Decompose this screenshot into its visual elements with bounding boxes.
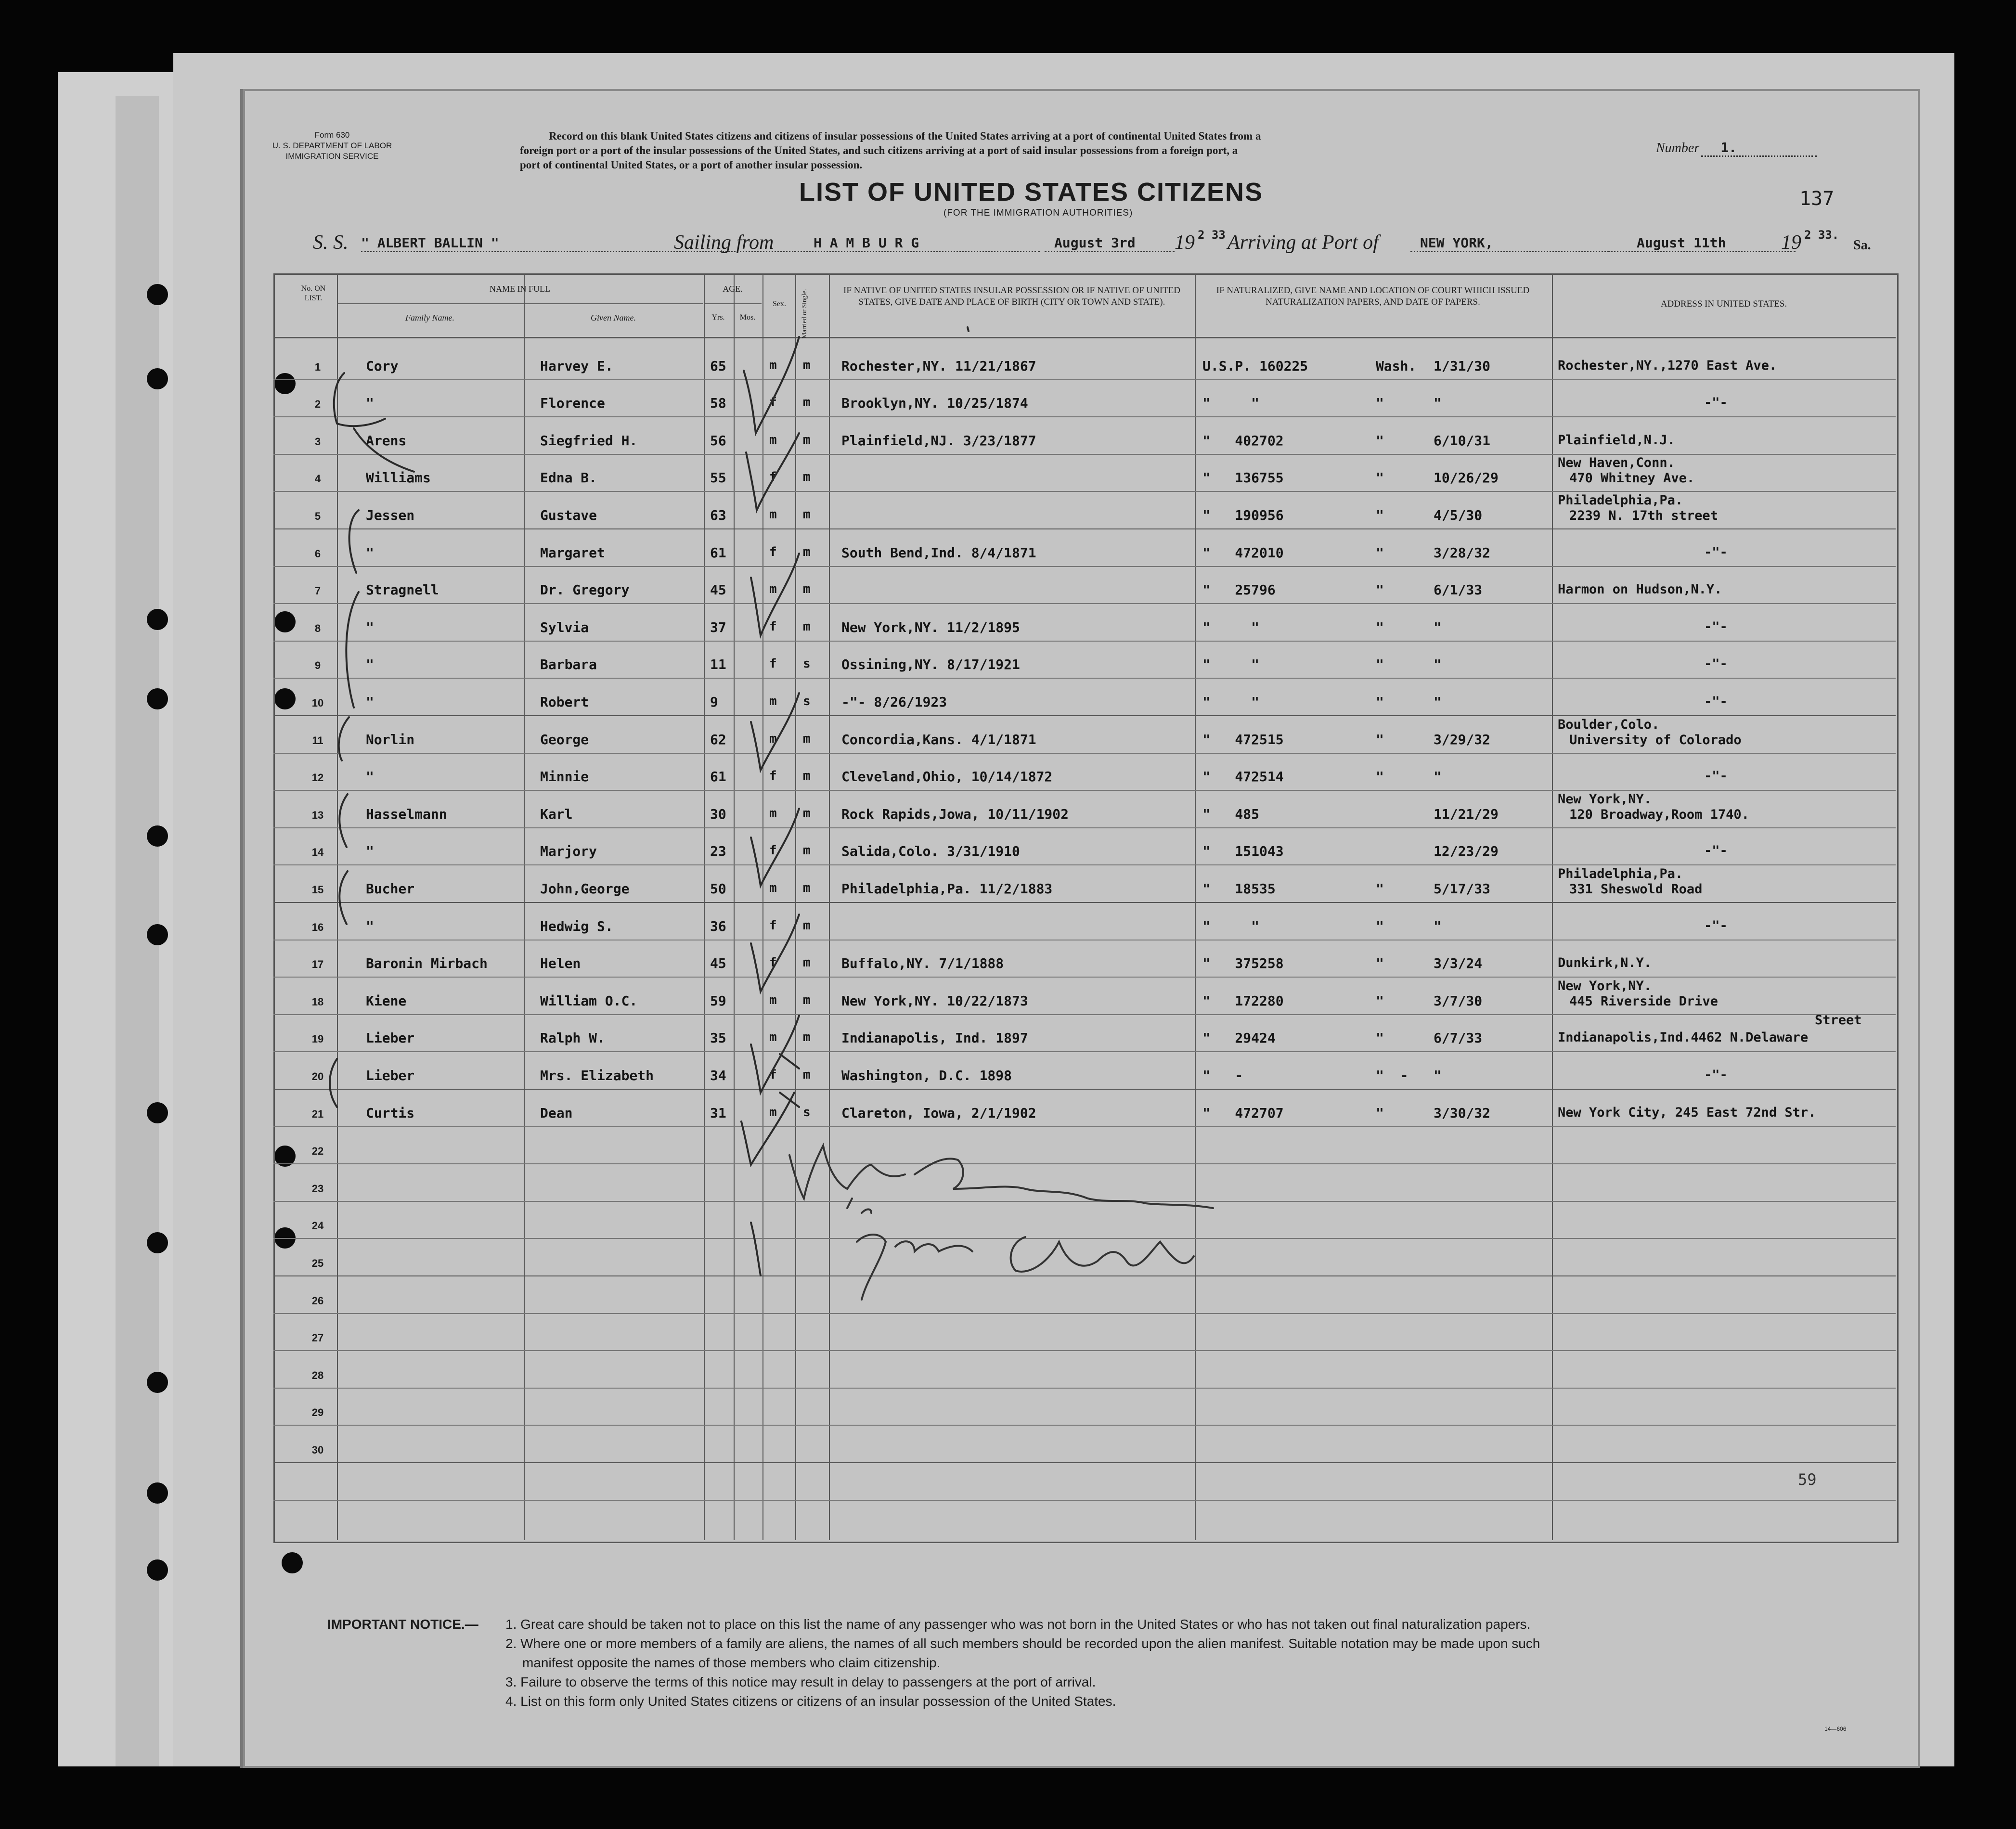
address-line-1: New York City, 245 East 72nd Str.	[1558, 1105, 1816, 1120]
married-or-single: m	[803, 470, 811, 485]
address-line-1: -"-	[1704, 619, 1728, 634]
address-line-2: University of Colorado	[1569, 732, 1742, 747]
sail-year-prefix: 19	[1175, 232, 1195, 254]
birth-place-date: Cleveland,Ohio, 10/14/1872	[841, 769, 1053, 785]
married-or-single: m	[803, 1068, 811, 1082]
birth-place-date: Washington, D.C. 1898	[841, 1068, 1012, 1083]
naturalization-cert: " 375258	[1202, 955, 1284, 972]
naturalization-date: 3/7/30	[1434, 992, 1483, 1009]
row-number: 28	[311, 1369, 324, 1381]
family-name: "	[366, 395, 374, 412]
birth-place-date: South Bend,Ind. 8/4/1871	[841, 544, 1036, 561]
age-years: 35	[710, 1030, 726, 1046]
intro-line-2: foreign port or a port of the insular possessions of the United States, and such citizens arriving at a port of said insular possessions from a foreign port, a	[520, 144, 1238, 156]
naturalization-date: 6/10/31	[1434, 432, 1491, 449]
row-number: 25	[311, 1257, 324, 1269]
row-number: 18	[311, 995, 324, 1008]
print-code: 14—606	[1824, 1726, 1847, 1732]
header-yrs: Yrs.	[711, 313, 725, 322]
sex: f	[769, 657, 777, 671]
naturalization-cert: U.S.P. 160225	[1202, 358, 1308, 374]
naturalization-date: 3/3/24	[1434, 955, 1483, 972]
age-years: 61	[710, 769, 726, 785]
married-or-single: m	[803, 992, 811, 1007]
row-number: 21	[311, 1108, 324, 1120]
row-number: 14	[311, 846, 324, 859]
birth-place-date: New York,NY. 10/22/1873	[841, 992, 1028, 1009]
given-name: Harvey E.	[540, 358, 613, 374]
naturalization-court: "	[1376, 731, 1384, 747]
row-number: 17	[311, 958, 324, 971]
arriving-label: Arriving at Port of	[1228, 232, 1379, 254]
address-line-1: -"-	[1704, 843, 1728, 859]
address-line-2: 445 Riverside Drive	[1569, 993, 1718, 1009]
sailing-label: Sailing from	[674, 232, 774, 254]
row-number: 30	[311, 1444, 324, 1456]
arrival-year-prefix: 19	[1781, 232, 1801, 254]
row-number: 11	[312, 734, 323, 747]
naturalization-court: "	[1376, 1105, 1384, 1121]
naturalization-date: "	[1434, 657, 1442, 673]
married-or-single: m	[803, 731, 811, 746]
married-or-single: s	[803, 1105, 811, 1120]
naturalization-cert: " "	[1202, 619, 1260, 635]
address-line-1: Dunkirk,N.Y.	[1558, 955, 1652, 971]
naturalization-cert: " 472707	[1202, 1105, 1284, 1121]
address-line-1: Harmon on Hudson,N.Y.	[1558, 582, 1722, 597]
sail-year: 2 33	[1198, 228, 1226, 242]
naturalization-cert: " 136755	[1202, 470, 1284, 486]
sex: f	[769, 470, 777, 485]
naturalization-cert: " 25796	[1202, 582, 1276, 598]
naturalization-cert: " 472515	[1202, 731, 1284, 747]
form-number: Form 630	[314, 130, 350, 140]
row-number: 19	[311, 1033, 324, 1045]
address-line-1: -"-	[1704, 1068, 1728, 1082]
given-name: Mrs. Elizabeth	[540, 1068, 654, 1083]
naturalization-date: "	[1434, 769, 1442, 785]
age-years: 55	[710, 470, 726, 486]
naturalization-court: "	[1376, 619, 1384, 635]
notice-item-1: 1. Great care should be taken not to place on this list the name of any passenger who was not born in the United States or who has not taken out final naturalization papers.	[505, 1617, 1531, 1632]
address-line-2: 331 Sheswold Road	[1569, 882, 1703, 897]
naturalization-court: "	[1376, 544, 1384, 561]
naturalization-date: 12/23/29	[1434, 843, 1499, 860]
given-name: George	[540, 731, 589, 747]
row-number: 7	[314, 585, 321, 597]
naturalization-date: 6/7/33	[1434, 1030, 1483, 1046]
notice-item-2-cont: manifest opposite the names of those members who claim citizenship.	[522, 1655, 941, 1670]
header-sex: Sex.	[773, 300, 786, 308]
notice-item-3: 3. Failure to observe the terms of this notice may result in delay to passengers at the port of arrival.	[505, 1674, 1096, 1689]
naturalization-date: 1/31/30	[1434, 358, 1491, 374]
page-subtitle: (FOR THE IMMIGRATION AUTHORITIES)	[943, 208, 1133, 218]
age-years: 36	[710, 918, 726, 934]
given-name: Robert	[540, 694, 589, 710]
family-name: Lieber	[366, 1030, 415, 1046]
married-or-single: m	[803, 843, 811, 858]
age-years: 61	[710, 544, 726, 561]
row-number: 3	[314, 435, 321, 448]
address-line-2: 120 Broadway,Room 1740.	[1569, 807, 1749, 822]
birth-place-date: Brooklyn,NY. 10/25/1874	[841, 395, 1028, 412]
sex: m	[769, 694, 777, 708]
header-mos: Mos.	[739, 313, 756, 322]
given-name: Dr. Gregory	[540, 582, 630, 598]
header-birth: IF NATIVE OF UNITED STATES INSULAR POSSESSION OR IF NATIVE OF UNITED STATES, GIVE DATE AND PLACE OF BIRTH (CITY OR TOWN AND STATE).	[843, 285, 1180, 307]
given-name: Karl	[540, 806, 573, 822]
naturalization-cert: " 190956	[1202, 507, 1284, 523]
naturalization-date: 11/21/29	[1434, 806, 1499, 822]
header-married: Married or Single.	[801, 289, 808, 339]
row-number: 1	[314, 361, 321, 373]
given-name: Barbara	[540, 657, 597, 673]
address-line-1: -"-	[1704, 395, 1728, 411]
intro-line-1: Record on this blank United States citizens and citizens of insular possessions of the United States arriving at a port of continental United States from a	[549, 130, 1261, 142]
family-name: "	[366, 918, 374, 934]
arrival-date: August 11th	[1608, 235, 1796, 252]
header-naturalized: IF NATURALIZED, GIVE NAME AND LOCATION OF COURT WHICH ISSUED NATURALIZATION PAPERS, AND DATE OF PAPERS.	[1216, 285, 1530, 307]
married-or-single: m	[803, 432, 811, 447]
birth-place-date: Ossining,NY. 8/17/1921	[841, 657, 1020, 673]
given-name: Gustave	[540, 507, 597, 523]
naturalization-cert: " 18535	[1202, 881, 1276, 897]
address-line-2: 470 Whitney Ave.	[1569, 471, 1695, 486]
age-years: 11	[710, 657, 726, 673]
row-number: 2	[314, 398, 321, 411]
sex: m	[769, 992, 777, 1007]
sail-date: August 3rd	[1045, 235, 1175, 252]
sex: f	[769, 769, 777, 784]
notice-item-4: 4. List on this form only United States citizens or citizens of an insular possession of the United States.	[505, 1694, 1116, 1709]
row-number: 9	[314, 659, 321, 672]
sex: m	[769, 432, 777, 447]
naturalization-court: "	[1376, 470, 1384, 486]
naturalization-cert: " "	[1202, 918, 1260, 934]
family-name: Jessen	[366, 507, 415, 523]
row-number: 26	[311, 1294, 324, 1307]
naturalization-date: 10/26/29	[1434, 470, 1499, 486]
address-line-1: -"-	[1704, 657, 1728, 672]
address-line-1: Boulder,Colo.	[1558, 717, 1660, 732]
naturalization-court: "	[1376, 881, 1384, 897]
given-name: John,George	[540, 881, 630, 897]
sex: f	[769, 1068, 777, 1082]
given-name: Sylvia	[540, 619, 589, 635]
age-years: 45	[710, 582, 726, 598]
naturalization-court: Wash.	[1376, 358, 1417, 374]
naturalization-court: " -	[1376, 1068, 1409, 1083]
sex: m	[769, 1030, 777, 1045]
given-name: Minnie	[540, 769, 589, 785]
row-number: 27	[311, 1332, 324, 1344]
married-or-single: m	[803, 544, 811, 559]
age-years: 30	[710, 806, 726, 822]
naturalization-date: "	[1434, 1068, 1442, 1083]
given-name: Margaret	[540, 544, 605, 561]
ss-label: S. S.	[313, 232, 349, 254]
number-label: Number	[1656, 141, 1700, 155]
age-years: 50	[710, 881, 726, 897]
sex: m	[769, 881, 777, 895]
given-name: Siegfried H.	[540, 432, 638, 449]
sex: f	[769, 955, 777, 970]
sex: f	[769, 395, 777, 410]
naturalization-cert: " 485	[1202, 806, 1260, 822]
address-line-1: Indianapolis,Ind.4462 N.Delaware	[1558, 1030, 1809, 1045]
row-number: 24	[311, 1220, 324, 1232]
naturalization-court: "	[1376, 432, 1384, 449]
naturalization-cert: " 172280	[1202, 992, 1284, 1009]
naturalization-court: "	[1376, 769, 1384, 785]
sex: f	[769, 544, 777, 559]
naturalization-date: 3/28/32	[1434, 544, 1491, 561]
birth-place-date: Plainfield,NJ. 3/23/1877	[841, 432, 1036, 449]
given-name: Helen	[540, 955, 581, 972]
age-years: 34	[710, 1068, 726, 1083]
address-line-1: Plainfield,N.J.	[1558, 432, 1675, 448]
married-or-single: m	[803, 881, 811, 895]
row-number: 20	[311, 1070, 324, 1082]
sex: m	[769, 358, 777, 373]
sex: m	[769, 507, 777, 522]
row-number: 8	[314, 622, 321, 634]
family-name: "	[366, 769, 374, 785]
address-line-2: Street	[1815, 1013, 1862, 1028]
family-name: Cory	[366, 358, 399, 374]
address-line-1: Rochester,NY.,1270 East Ave.	[1558, 358, 1777, 373]
naturalization-cert: " -	[1202, 1068, 1243, 1083]
family-name: Curtis	[366, 1105, 415, 1121]
naturalization-cert: " "	[1202, 395, 1260, 412]
married-or-single: s	[803, 657, 811, 671]
naturalization-date: 6/1/33	[1434, 582, 1483, 598]
family-name: Baronin Mirbach	[366, 955, 488, 972]
naturalization-date: "	[1434, 395, 1442, 412]
address-line-1: -"-	[1704, 769, 1728, 784]
age-years: 59	[710, 992, 726, 1009]
arrival-year: 2 33.	[1804, 228, 1839, 242]
notice-item-2: 2. Where one or more members of a family are aliens, the names of all such members should be recorded upon the alien manifest. Suitable notation may be made upon such	[505, 1636, 1540, 1651]
age-years: 56	[710, 432, 726, 449]
naturalization-court: "	[1376, 507, 1384, 523]
family-name: "	[366, 657, 374, 673]
header-name-in-full: NAME IN FULL	[490, 284, 550, 294]
row-number: 29	[311, 1406, 324, 1419]
row-number: 12	[311, 772, 324, 784]
married-or-single: m	[803, 769, 811, 784]
row-number: 13	[311, 809, 324, 821]
birth-place-date: Concordia,Kans. 4/1/1871	[841, 731, 1036, 747]
family-name: Kiene	[366, 992, 407, 1009]
married-or-single: m	[803, 619, 811, 634]
naturalization-cert: " "	[1202, 694, 1260, 710]
sex: m	[769, 731, 777, 746]
married-or-single: m	[803, 806, 811, 821]
birth-place-date: Philadelphia,Pa. 11/2/1883	[841, 881, 1053, 897]
row-number: 4	[314, 473, 321, 485]
naturalization-date: "	[1434, 694, 1442, 710]
from-port: H A M B U R G	[794, 235, 1040, 252]
married-or-single: m	[803, 582, 811, 597]
given-name: Dean	[540, 1105, 573, 1121]
family-name: "	[366, 694, 374, 710]
family-name: Bucher	[366, 881, 415, 897]
naturalization-cert: " 402702	[1202, 432, 1284, 449]
header-age: AGE.	[723, 284, 743, 294]
sex: m	[769, 1105, 777, 1120]
row-number: 5	[314, 510, 321, 522]
header-family-name: Family Name.	[405, 313, 454, 322]
row-number: 23	[311, 1182, 324, 1195]
age-years: 37	[710, 619, 726, 635]
naturalization-cert: " 472010	[1202, 544, 1284, 561]
birth-place-date: Rochester,NY. 11/21/1867	[841, 358, 1036, 374]
intro-line-3: port of continental United States, or a port of another insular possession.	[520, 159, 863, 171]
naturalization-court: "	[1376, 992, 1384, 1009]
header-address: ADDRESS IN UNITED STATES.	[1660, 299, 1787, 309]
age-years: 9	[710, 694, 718, 710]
naturalization-cert: " 472514	[1202, 769, 1284, 785]
family-name: Lieber	[366, 1068, 415, 1083]
birth-place-date: Clareton, Iowa, 2/1/1902	[841, 1105, 1036, 1121]
age-years: 65	[710, 358, 726, 374]
naturalization-cert: " 29424	[1202, 1030, 1276, 1046]
naturalization-date: 3/30/32	[1434, 1105, 1491, 1121]
married-or-single: m	[803, 395, 811, 410]
naturalization-date: 5/17/33	[1434, 881, 1491, 897]
married-or-single: m	[803, 358, 811, 373]
address-line-1: New Haven,Conn.	[1558, 455, 1675, 471]
married-or-single: m	[803, 918, 811, 933]
form-department: U. S. DEPARTMENT OF LABOR	[272, 141, 392, 150]
form-service: IMMIGRATION SERVICE	[285, 152, 379, 161]
birth-place-date: -"- 8/26/1923	[841, 694, 947, 710]
naturalization-date: "	[1434, 619, 1442, 635]
given-name: Ralph W.	[540, 1030, 605, 1046]
family-name: Williams	[366, 470, 431, 486]
sa-label: Sa.	[1853, 238, 1871, 253]
address-line-1: -"-	[1704, 544, 1728, 560]
family-name: Hasselmann	[366, 806, 447, 822]
page-title: LIST OF UNITED STATES CITIZENS	[799, 178, 1263, 206]
row-number: 6	[314, 547, 321, 560]
married-or-single: s	[803, 694, 811, 708]
sex: m	[769, 806, 777, 821]
family-name: "	[366, 843, 374, 860]
given-name: William O.C.	[540, 992, 638, 1009]
family-name: Arens	[366, 432, 407, 449]
birth-place-date: Indianapolis, Ind. 1897	[841, 1030, 1028, 1046]
address-line-1: New York,NY.	[1558, 978, 1652, 993]
age-years: 45	[710, 955, 726, 972]
corner-number: 59	[1798, 1470, 1817, 1489]
ship-name: " ALBERT BALLIN "	[361, 235, 958, 252]
married-or-single: m	[803, 507, 811, 522]
given-name: Florence	[540, 395, 605, 412]
address-line-2: 2239 N. 17th street	[1569, 508, 1718, 523]
number-value: 1.	[1701, 140, 1817, 157]
row-number: 10	[311, 697, 324, 709]
age-years: 62	[710, 731, 726, 747]
header-given-name: Given Name.	[591, 313, 636, 322]
naturalization-cert: " "	[1202, 657, 1260, 673]
row-number: 22	[311, 1145, 324, 1158]
age-years: 23	[710, 843, 726, 860]
birth-place-date: Buffalo,NY. 7/1/1888	[841, 955, 1004, 972]
married-or-single: m	[803, 1030, 811, 1045]
address-line-1: Philadelphia,Pa.	[1558, 493, 1683, 508]
naturalization-court: "	[1376, 918, 1384, 934]
sex: f	[769, 918, 777, 933]
page-number: 137	[1799, 188, 1835, 210]
header-no: No. ON LIST.	[301, 284, 326, 302]
naturalization-date: 4/5/30	[1434, 507, 1483, 523]
naturalization-court: "	[1376, 955, 1384, 972]
arrival-port: NEW YORK,	[1410, 235, 1613, 252]
naturalization-cert: " 151043	[1202, 843, 1284, 860]
sex: f	[769, 619, 777, 634]
notice-heading: IMPORTANT NOTICE.—	[327, 1617, 478, 1632]
age-years: 63	[710, 507, 726, 523]
address-line-1: -"-	[1704, 694, 1728, 709]
address-line-1: Philadelphia,Pa.	[1558, 866, 1683, 881]
birth-place-date: New York,NY. 11/2/1895	[841, 619, 1020, 635]
sex: f	[769, 843, 777, 858]
birth-place-date: Salida,Colo. 3/31/1910	[841, 843, 1020, 860]
given-name: Hedwig S.	[540, 918, 613, 934]
naturalization-court: "	[1376, 582, 1384, 598]
age-years: 31	[710, 1105, 726, 1121]
family-name: "	[366, 544, 374, 561]
age-years: 58	[710, 395, 726, 412]
married-or-single: m	[803, 955, 811, 970]
family-name: Norlin	[366, 731, 415, 747]
given-name: Marjory	[540, 843, 597, 860]
naturalization-date: 3/29/32	[1434, 731, 1491, 747]
given-name: Edna B.	[540, 470, 597, 486]
important-notice	[327, 1615, 1906, 1711]
naturalization-court: "	[1376, 657, 1384, 673]
sex: m	[769, 582, 777, 597]
row-number: 15	[311, 884, 324, 896]
address-line-1: -"-	[1704, 918, 1728, 933]
naturalization-court: "	[1376, 694, 1384, 710]
birth-place-date: Rock Rapids,Jowa, 10/11/1902	[841, 806, 1069, 822]
family-name: "	[366, 619, 374, 635]
address-line-1: New York,NY.	[1558, 791, 1652, 807]
naturalization-court: "	[1376, 395, 1384, 412]
naturalization-court: "	[1376, 1030, 1384, 1046]
row-number: 16	[311, 921, 324, 933]
naturalization-date: "	[1434, 918, 1442, 934]
family-name: Stragnell	[366, 582, 439, 598]
